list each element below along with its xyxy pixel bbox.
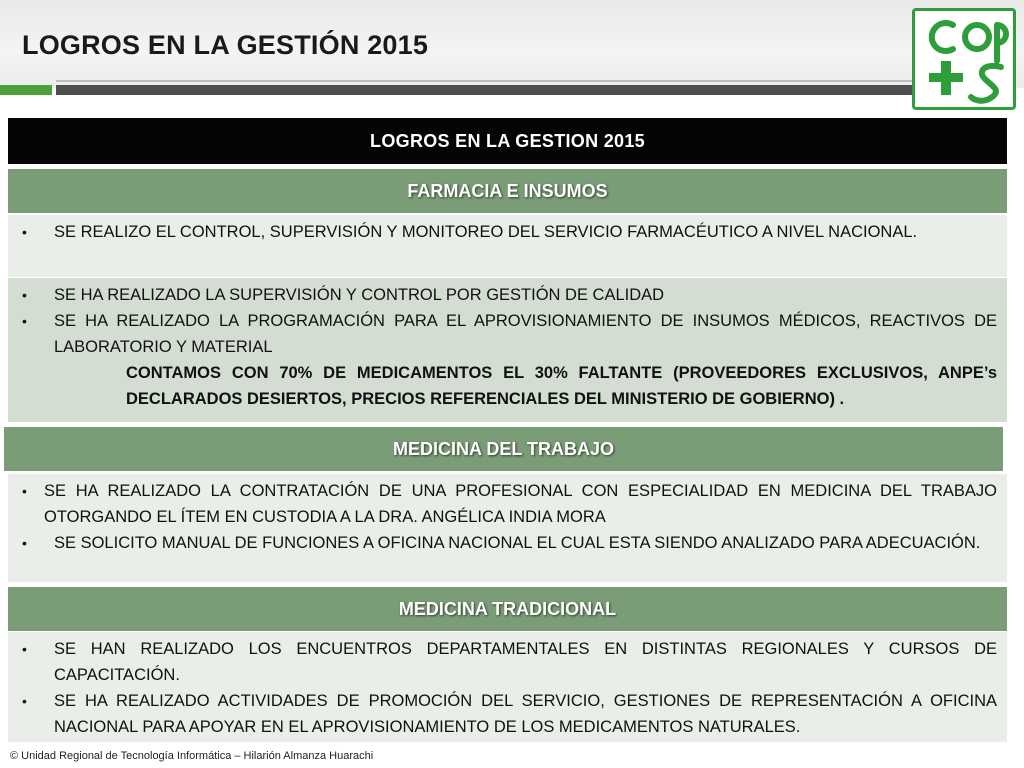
list-item-text: SE REALIZO EL CONTROL, SUPERVISIÓN Y MONITOREO DEL SERVICIO FARMACÉUTICO A NIVEL NACIONAL.	[54, 223, 918, 241]
main-title-bar: LOGROS EN LA GESTION 2015	[8, 118, 1007, 164]
list-item-text: SE HA REALIZADO ACTIVIDADES DE PROMOCIÓN DEL SERVICIO, GESTIONES DE REPRESENTACIÓN A OFICINA NACIONAL PARA APOYAR EN EL APROVISIONAMIENTO DE LOS MEDICAMENTOS NATURALES.	[54, 692, 997, 736]
bullet-icon: •	[22, 483, 27, 499]
section-header-farmacia: FARMACIA E INSUMOS	[8, 167, 1007, 213]
header-thin-rule	[56, 80, 912, 82]
page-title: LOGROS EN LA GESTIÓN 2015	[22, 30, 429, 60]
bullet-icon: •	[22, 287, 27, 303]
list-item	[18, 530, 997, 556]
list-item	[18, 308, 997, 360]
list-item	[18, 688, 997, 740]
trabajo-group-1	[8, 474, 1007, 582]
bullet-icon: •	[22, 693, 27, 709]
list-item-text: SE HA REALIZADO LA PROGRAMACIÓN PARA EL APROVISIONAMIENTO DE INSUMOS MÉDICOS, REACTIVOS DE LABORATORIO Y MATERIAL	[54, 312, 997, 356]
section-header-medicina-tradicional: MEDICINA TRADICIONAL	[8, 585, 1007, 631]
list-item-text: SE HA REALIZADO LA CONTRATACIÓN DE UNA PROFESIONAL CON ESPECIALIDAD EN MEDICINA DEL TRABAJO OTORGANDO EL ÍTEM EN CUSTODIA A LA DRA. ANGÉLICA INDIA MORA	[44, 482, 997, 526]
list-item-text: SE SOLICITO MANUAL DE FUNCIONES A OFICINA NACIONAL EL CUAL ESTA SIENDO ANALIZADO PARA ADECUACIÓN.	[54, 534, 981, 552]
farmacia-group-1	[8, 215, 1007, 277]
farmacia-group-2	[8, 278, 1007, 422]
farmacia-note: CONTAMOS CON 70% DE MEDICAMENTOS EL 30% FALTANTE (PROVEEDORES EXCLUSIVOS, ANPE’s DECLARADOS DESIERTOS, PRECIOS REFERENCIALES DEL MINISTERIO DE GOBIERNO) .	[126, 364, 997, 408]
cps-logo-icon	[915, 11, 1013, 107]
footer-copyright: © Unidad Regional de Tecnología Informática – Hilarión Almanza Huarachi	[10, 750, 374, 762]
bullet-icon: •	[22, 224, 27, 240]
list-item-text: SE HAN REALIZADO LOS ENCUENTROS DEPARTAMENTALES EN DISTINTAS REGIONALES Y CURSOS DE CAPACITACIÓN.	[54, 640, 997, 684]
list-item	[18, 219, 997, 245]
section-header-medicina-trabajo: MEDICINA DEL TRABAJO	[4, 425, 1003, 471]
bullet-icon: •	[22, 313, 27, 329]
bullet-icon: •	[22, 535, 27, 551]
cps-logo	[912, 8, 1016, 110]
bullet-icon: •	[22, 641, 27, 657]
list-item	[18, 478, 997, 530]
list-item-text: SE HA REALIZADO LA SUPERVISIÓN Y CONTROL POR GESTIÓN DE CALIDAD	[54, 286, 665, 304]
tradicional-group-1	[8, 632, 1007, 742]
list-item	[18, 636, 997, 688]
header-accent-rule	[0, 85, 52, 95]
list-item	[18, 282, 997, 308]
header-dark-rule	[56, 85, 912, 95]
